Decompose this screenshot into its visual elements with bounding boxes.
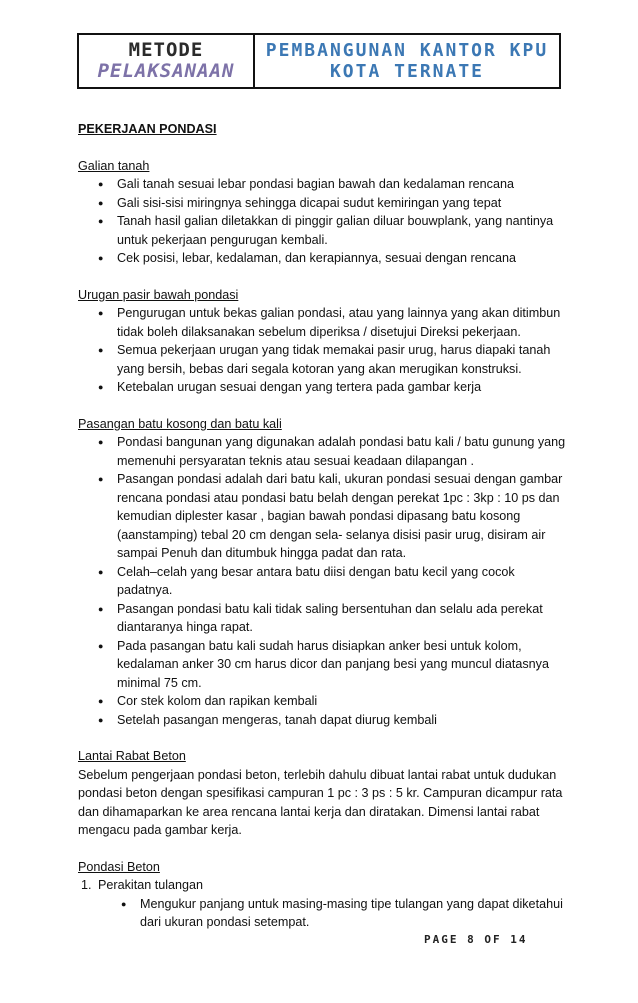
section-heading: Galian tanah	[78, 158, 150, 173]
numbered-list	[78, 876, 566, 932]
list-item: ● Semua pekerjaan urugan yang tidak memakai pasir urug, harus diapaki tanah yang bersih, bebas dari segala kotoran yang akan merugikan konstruksi.	[78, 341, 566, 378]
item-number: 1.	[81, 878, 92, 892]
list-item: ● Celah–celah yang besar antara batu diisi dengan batu kecil yang cocok padatnya.	[78, 563, 566, 600]
section-paragraph: Sebelum pengerjaan pondasi beton, terlebih dahulu dibuat lantai rabat untuk dudukan pondasi beton dengan spesifikasi campuran 1 pc : 3 ps : 5 kr. Campuran dicampur rata dan dihamaparkan ke area rencana lantai kerja dan diratakan. Dimensi lantai rabat mengacu pada gambar kerja.	[78, 767, 563, 837]
list-item: ● Gali sisi-sisi miringnya sehingga dicapai sudut kemiringan yang tepat	[78, 194, 566, 213]
section-heading: Urugan pasir bawah pondasi	[78, 287, 239, 302]
bullet-list	[98, 895, 566, 932]
header-right-cell	[255, 35, 559, 87]
list-item: ● Pada pasangan batu kali sudah harus disiapkan anker besi untuk kolom, kedalaman anker 30 cm harus dicor dan panjang besi yang muncul diatasnya minimal 75 cm.	[78, 637, 566, 693]
bullet-list	[78, 175, 566, 268]
section-pasangan	[78, 415, 566, 730]
list-item: ● Cor stek kolom dan rapikan kembali	[78, 692, 566, 711]
page-number: PAGE 8 OF 14	[424, 933, 528, 946]
header-table	[77, 33, 561, 89]
header-left-cell	[79, 35, 255, 87]
list-item: ● Pasangan pondasi batu kali tidak saling bersentuhan dan selalu ada perekat diantaranya hinga rapat.	[78, 600, 566, 637]
list-item: ● Gali tanah sesuai lebar pondasi bagian bawah dan kedalaman rencana	[78, 175, 566, 194]
page-title: PEKERJAAN PONDASI	[78, 122, 217, 136]
list-item: ● Pondasi bangunan yang digunakan adalah pondasi batu kali / batu gunung yang memenuhi persyaratan teknis atau sesuai keadaan dilapangan .	[78, 433, 566, 470]
section-lantai-rabat	[78, 747, 566, 840]
header-right-line2: KOTA TERNATE	[329, 61, 485, 82]
list-item: ● Cek posisi, lebar, kedalaman, dan kerapiannya, sesuai dengan rencana	[78, 249, 566, 268]
section-heading: Lantai Rabat Beton	[78, 749, 186, 763]
section-heading: Pasangan batu kosong dan batu kali	[78, 416, 282, 431]
header-left-line2: PELAKSANAAN	[97, 60, 235, 82]
item-label: Perakitan tulangan	[98, 878, 204, 892]
section-galian	[78, 157, 566, 268]
list-item: ● Pasangan pondasi adalah dari batu kali, ukuran pondasi sesuai dengan gambar rencana pondasi atau pondasi batu belah dengan perekat 1pc : 3kp : 10 ps dan kemudian diplester kasar , bagian bawah pondasi dipasang batu kosong (aanstamping) tebal 20 cm dengan sela- selanya disisi pasir urug, disiram air sampai Penuh dan ditumbuk hingga padat dan rata.	[78, 470, 566, 563]
header-left-line1: METODE	[128, 39, 204, 61]
section-pondasi-beton	[78, 858, 566, 932]
bullet-list	[78, 304, 566, 397]
list-item: ● Setelah pasangan mengeras, tanah dapat diurug kembali	[78, 711, 566, 730]
header-right-line1: PEMBANGUNAN KANTOR KPU	[265, 40, 549, 61]
list-item: ● Pengurugan untuk bekas galian pondasi, atau yang lainnya yang akan ditimbun tidak boleh dilaksanakan sebelum diperiksa / disetujui Direksi pekerjaan.	[78, 304, 566, 341]
document-body	[78, 120, 566, 950]
list-item: ● Mengukur panjang untuk masing-masing tipe tulangan yang dapat diketahui dari ukuran pondasi setempat.	[98, 895, 566, 932]
section-urugan	[78, 286, 566, 397]
list-item: ● Tanah hasil galian diletakkan di pinggir galian diluar bouwplank, yang nantinya untuk pekerjaan pengurugan kembali.	[78, 212, 566, 249]
numbered-item	[78, 876, 566, 932]
list-item: ● Ketebalan urugan sesuai dengan yang tertera pada gambar kerja	[78, 378, 566, 397]
section-heading: Pondasi Beton	[78, 859, 160, 874]
bullet-list	[78, 433, 566, 729]
